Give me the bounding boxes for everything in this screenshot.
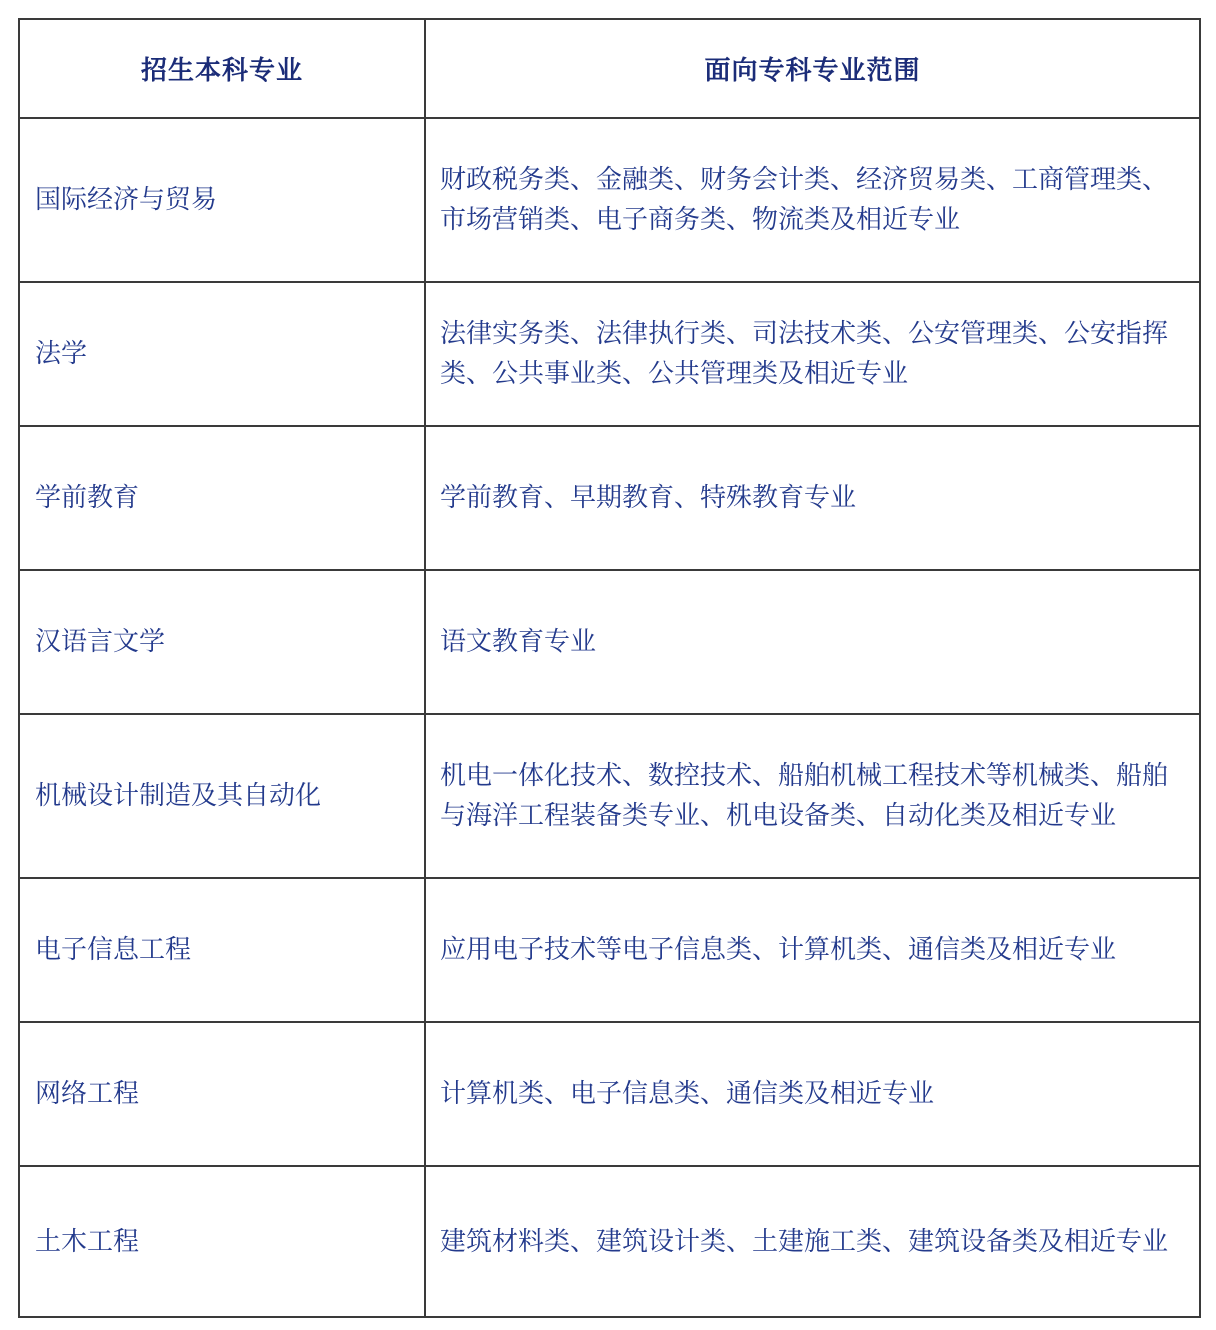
- table-header-row: [19, 19, 1200, 118]
- major-cell: 学前教育: [19, 426, 425, 570]
- table-row: [19, 1166, 1200, 1317]
- table-row: [19, 282, 1200, 426]
- range-cell: 机电一体化技术、数控技术、船舶机械工程技术等机械类、船舶与海洋工程装备类专业、机电设备类、自动化类及相近专业: [425, 714, 1200, 878]
- range-cell: 建筑材料类、建筑设计类、土建施工类、建筑设备类及相近专业: [425, 1166, 1200, 1317]
- table-row: [19, 714, 1200, 878]
- major-cell: 法学: [19, 282, 425, 426]
- range-cell: 语文教育专业: [425, 570, 1200, 714]
- header-college-major-range: 面向专科专业范围: [425, 19, 1200, 118]
- table-row: [19, 570, 1200, 714]
- header-undergraduate-major: 招生本科专业: [19, 19, 425, 118]
- range-cell: 法律实务类、法律执行类、司法技术类、公安管理类、公安指挥类、公共事业类、公共管理类及相近专业: [425, 282, 1200, 426]
- major-cell: 网络工程: [19, 1022, 425, 1166]
- major-cell: 汉语言文学: [19, 570, 425, 714]
- majors-table-container: [18, 18, 1199, 1316]
- table-row: [19, 118, 1200, 282]
- major-cell: 土木工程: [19, 1166, 425, 1317]
- table-row: [19, 878, 1200, 1022]
- major-cell: 机械设计制造及其自动化: [19, 714, 425, 878]
- major-cell: 电子信息工程: [19, 878, 425, 1022]
- range-cell: 财政税务类、金融类、财务会计类、经济贸易类、工商管理类、市场营销类、电子商务类、物流类及相近专业: [425, 118, 1200, 282]
- range-cell: 计算机类、电子信息类、通信类及相近专业: [425, 1022, 1200, 1166]
- table-row: [19, 1022, 1200, 1166]
- table-row: [19, 426, 1200, 570]
- major-cell: 国际经济与贸易: [19, 118, 425, 282]
- range-cell: 应用电子技术等电子信息类、计算机类、通信类及相近专业: [425, 878, 1200, 1022]
- majors-table: [18, 18, 1201, 1318]
- range-cell: 学前教育、早期教育、特殊教育专业: [425, 426, 1200, 570]
